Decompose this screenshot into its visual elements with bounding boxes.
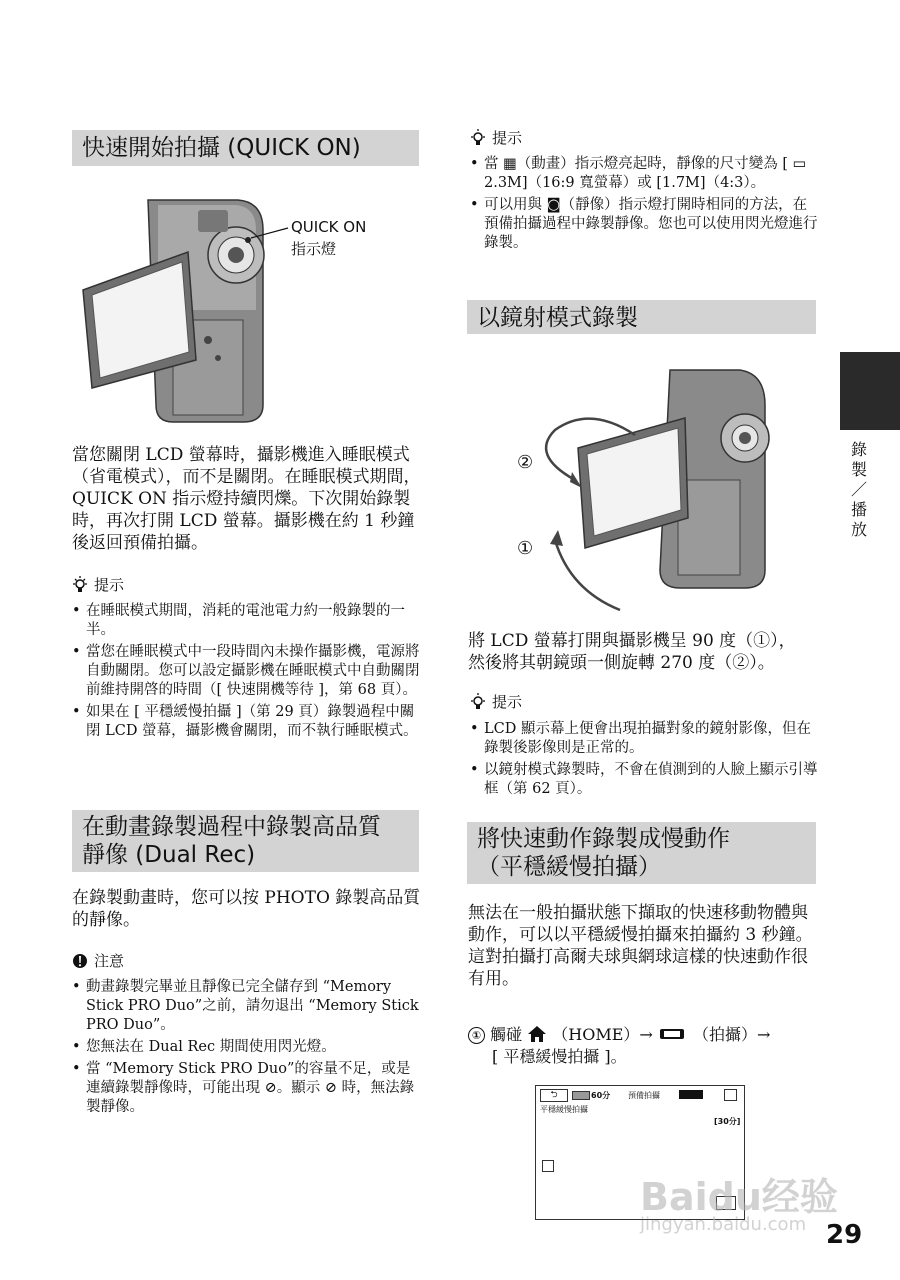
battery-remaining: 60分 [591, 1091, 611, 1100]
tip-label: 提示 [94, 576, 125, 594]
mirror-paragraph-line2: 然後將其朝鏡頭一側旋轉 270 度（②）。 [468, 653, 775, 673]
lightbulb-icon [72, 576, 88, 594]
mirror-paragraph-line1: 將 LCD 螢幕打開與攝影機呈 90 度（①）， [468, 631, 796, 651]
step-text-2: （HOME）→ [552, 1025, 653, 1044]
step-number: ① [468, 1027, 485, 1044]
tip-label: 提示 [492, 129, 523, 147]
quality-icon [679, 1090, 703, 1099]
list-item: • 可以用與 ◙（靜像）指示燈打開時相同的方法，在預備拍攝過程中錄製靜像。您也可以使用閃光燈進行錄製。 [470, 196, 818, 253]
card-icon [724, 1089, 737, 1101]
page-number: 29 [826, 1220, 863, 1250]
section-title-line1: 將快速動作錄製成慢動作 [477, 826, 730, 852]
list-item: • 您無法在 Dual Rec 期間使用閃光燈。 [72, 1038, 422, 1057]
list-item: • 以鏡射模式錄製時，不會在偵測到的人臉上顯示引導框（第 62 頁）。 [470, 761, 818, 799]
section-title-quick-on: 快速開始拍攝 (QUICK ON) [72, 130, 419, 166]
section-title-line1: 在動畫錄製過程中錄製高品質 [82, 814, 381, 840]
camera-mirror-illustration [510, 360, 790, 620]
chapter-label: 錄製／播放 [850, 440, 867, 539]
note-list [72, 978, 422, 1120]
tip-list-2 [470, 155, 818, 256]
list-item: • 當 “Memory Stick PRO Duo”的容量不足，或是連續錄製靜像時，可能出現 ⊘。顯示 ⊘ 時，無法錄製靜像。 [72, 1060, 422, 1117]
note-label: 注意 [94, 952, 125, 970]
face-detect-icon[interactable] [542, 1160, 554, 1172]
mirror-marker-2: ② [517, 452, 534, 473]
mirror-marker-1: ① [517, 538, 534, 559]
tip-list-3 [470, 720, 818, 802]
battery-icon [572, 1091, 590, 1100]
camera-mode-icon [658, 1026, 688, 1042]
smooth-slow-paragraph: 無法在一般拍攝狀態下擷取的快速移動物體與動作，可以以平穩緩慢拍攝來拍攝約 3 秒鐘。這對拍攝打高爾夫球與網球這樣的快速動作很有用。 [468, 903, 813, 989]
tip-heading-1 [72, 575, 124, 595]
section-title-mirror: 以鏡射模式錄製 [467, 300, 816, 334]
lightbulb-icon [470, 693, 486, 711]
list-item: • 當 ▦（動畫）指示燈亮起時，靜像的尺寸變為 [ ▭ 2.3M]（16:9 寬螢幕）或 [1.7M]（4:3）。 [470, 155, 818, 193]
quick-on-callout-line1: QUICK ON [291, 218, 367, 236]
list-item: • 在睡眠模式期間，消耗的電池電力約一般錄製的一半。 [72, 602, 422, 640]
lcd-remaining-time: [30分] [714, 1117, 741, 1126]
lcd-mode-title: 平穩緩慢拍攝 [540, 1105, 588, 1114]
quick-on-paragraph: 當您關閉 LCD 螢幕時，攝影機進入睡眠模式（省電模式），而不是關閉。在睡眠模式期間，QUICK ON 指示燈持續閃爍。下次開始錄製時，再次打開 LCD 螢幕。攝影機在約 1 秒鐘後返回預備拍攝。 [72, 445, 421, 553]
list-item: • 如果在 [ 平穩緩慢拍攝 ]（第 29 頁）錄製過程中關閉 LCD 螢幕，攝影機會關閉，而不執行睡眠模式。 [72, 703, 422, 741]
tip-list-1 [72, 602, 422, 744]
back-button[interactable]: ⮌ [540, 1089, 568, 1102]
lightbulb-icon [470, 129, 486, 147]
tip-label: 提示 [492, 693, 523, 711]
lcd-top-bar [536, 1086, 744, 1104]
section-title-line2: 靜像 (Dual Rec) [82, 842, 256, 868]
note-heading [72, 951, 124, 971]
list-item: • 當您在睡眠模式中一段時間內未操作攝影機，電源將自動關閉。您可以設定攝影機在睡眠模式中自動關閉前維持開啓的時間（[ 快速開機等待 ]，第 68 頁）。 [72, 643, 422, 700]
list-item: • 動畫錄製完畢並且靜像已完全儲存到 “Memory Stick PRO Duo”之前，請勿退出 “Memory Stick PRO Duo”。 [72, 978, 422, 1035]
watermark-main: Baidu经验 [640, 1175, 838, 1219]
section-title-dual-rec [72, 810, 419, 872]
section-title-smooth-slow [467, 822, 816, 884]
tip-heading-2 [470, 128, 522, 148]
recording-status: 預備拍攝 [628, 1091, 660, 1100]
step-1 [468, 1024, 818, 1068]
home-icon [527, 1025, 547, 1043]
list-item: • LCD 顯示幕上便會出現拍攝對象的鏡射影像，但在錄製後影像則是正常的。 [470, 720, 818, 758]
step-text-3: （拍攝）→ [693, 1025, 771, 1044]
step-text-1: 觸碰 [490, 1025, 523, 1044]
section-title-line2: （平穩緩慢拍攝） [477, 854, 661, 880]
dual-rec-paragraph: 在錄製動畫時，您可以按 PHOTO 錄製高品質的靜像。 [72, 888, 421, 930]
quick-on-callout-line2: 指示燈 [291, 240, 337, 258]
chapter-side-tab [840, 352, 900, 430]
step-text-4: [ 平穩緩慢拍攝 ]。 [492, 1047, 627, 1066]
tip-heading-3 [470, 692, 522, 712]
caution-icon [72, 953, 88, 969]
watermark-sub: jingyan.baidu.com [640, 1214, 807, 1235]
